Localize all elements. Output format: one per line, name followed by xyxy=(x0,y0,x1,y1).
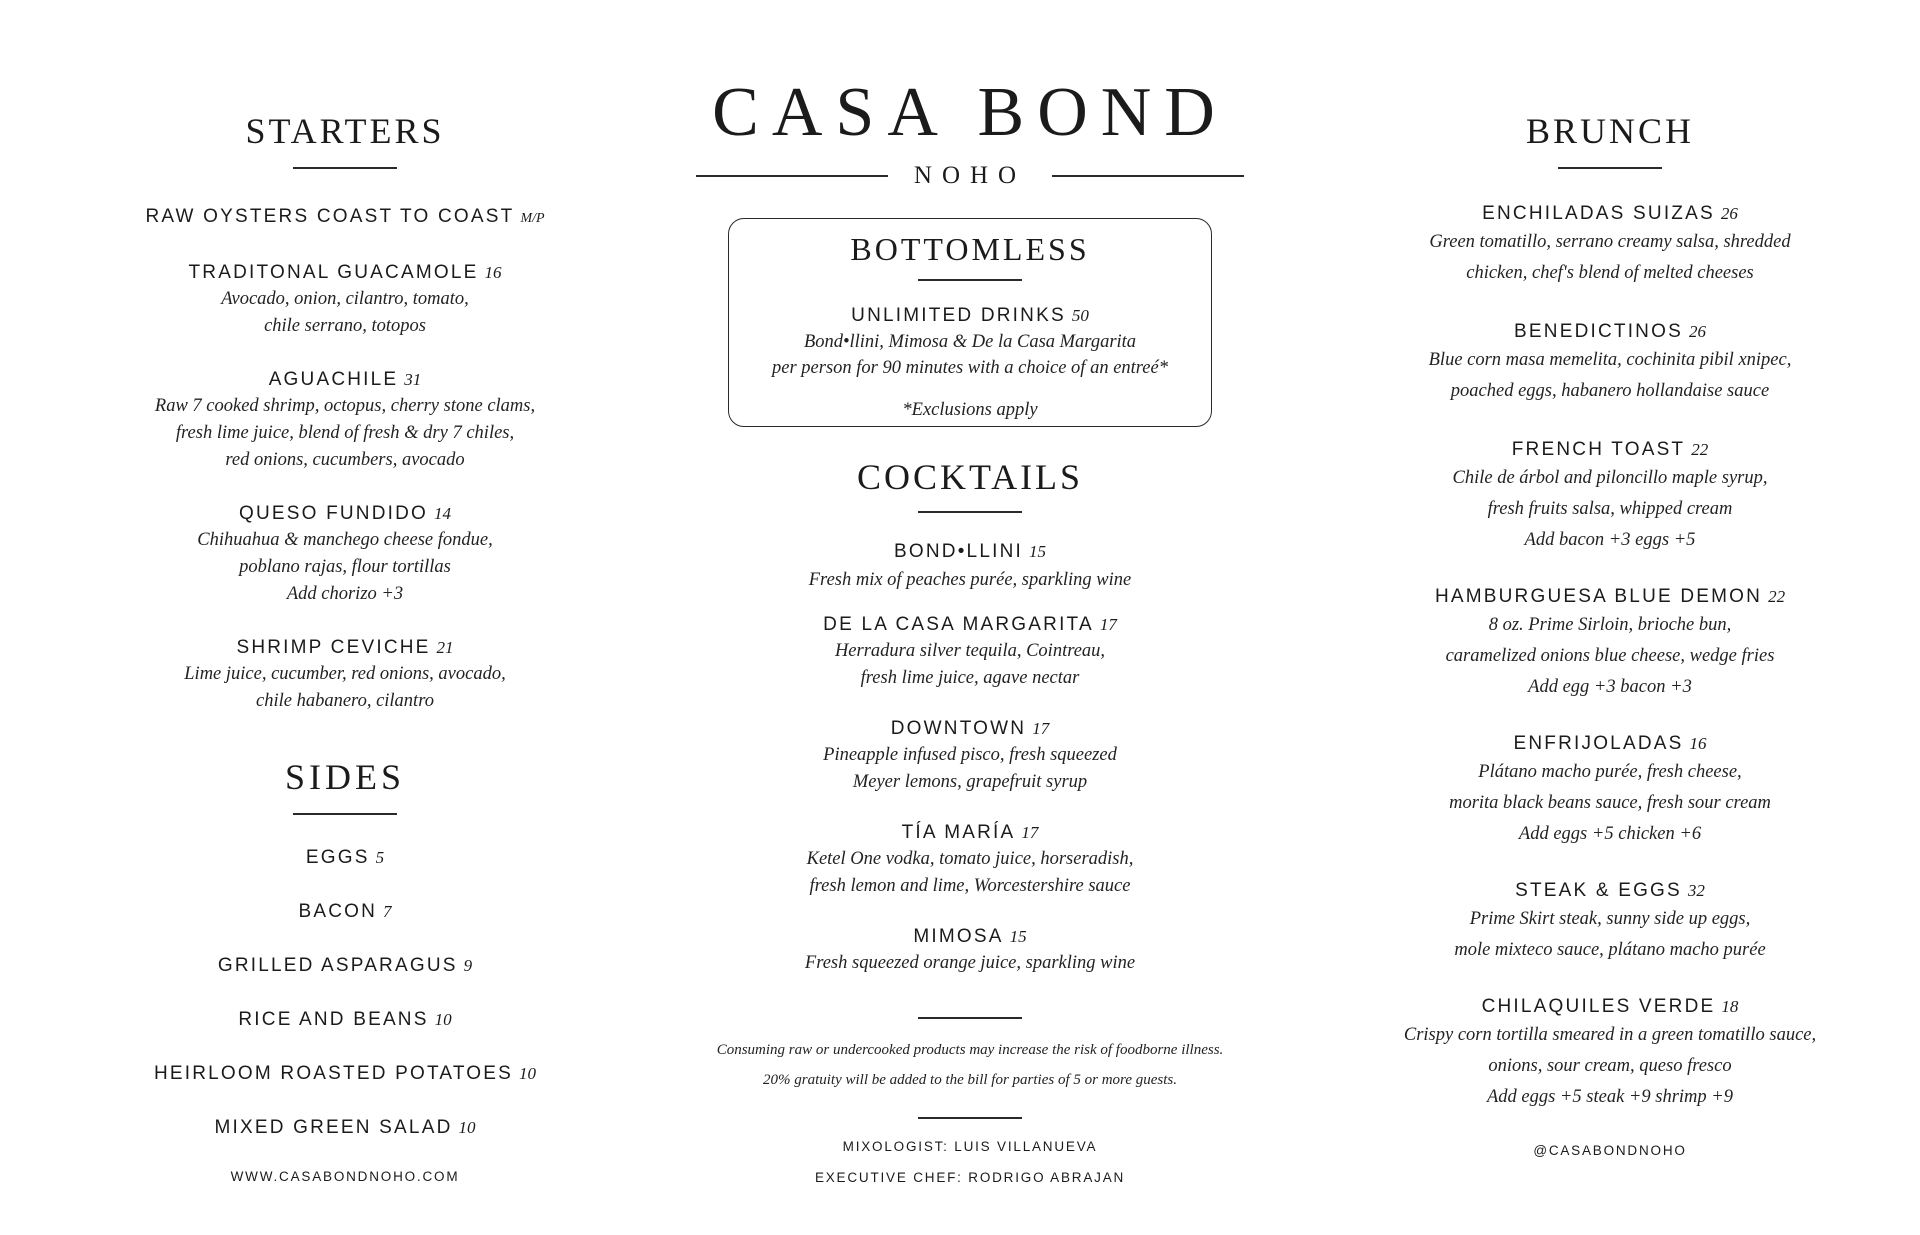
website-link[interactable]: WWW.CASABONDNOHO.COM xyxy=(230,1169,460,1184)
menu-item xyxy=(1360,994,1860,1113)
menu-item xyxy=(1360,319,1860,407)
item-name: BACON xyxy=(298,901,378,922)
item-name: MIXED GREEN SALAD xyxy=(214,1117,453,1138)
item-price: 10 xyxy=(434,1010,452,1029)
menu-item xyxy=(680,539,1260,595)
item-desc-line: Raw 7 cooked shrimp, octopus, cherry stone clams, xyxy=(154,396,536,416)
item-price: M/P xyxy=(520,211,545,226)
item-price: 15 xyxy=(1009,927,1027,946)
starters-title: STARTERS xyxy=(245,111,445,151)
item-name: ENFRIJOLADAS xyxy=(1513,733,1684,754)
item-name: ENCHILADAS SUIZAS xyxy=(1482,203,1715,224)
brand-logo: CASA BOND xyxy=(712,74,1228,151)
item-name: MIMOSA xyxy=(913,926,1004,947)
item-name: TÍA MARÍA xyxy=(901,822,1016,843)
item-price: 10 xyxy=(458,1118,476,1137)
item-desc-line: Chile de árbol and piloncillo maple syrup, xyxy=(1452,468,1768,488)
item-name: BENEDICTINOS xyxy=(1514,321,1683,342)
center-column xyxy=(680,0,1260,1185)
menu-item xyxy=(1360,731,1860,850)
item-price: 32 xyxy=(1687,881,1705,900)
item-name: FRENCH TOAST xyxy=(1511,439,1686,460)
menu-item xyxy=(680,612,1260,692)
item-name: SHRIMP CEVICHE xyxy=(236,637,431,658)
notice-divider xyxy=(918,1017,1022,1019)
item-desc-line: chile habanero, cilantro xyxy=(256,691,434,711)
right-column xyxy=(1360,0,1860,1158)
item-desc-line: fresh fruits salsa, whipped cream xyxy=(1487,499,1733,519)
item-desc-line: fresh lime juice, agave nectar xyxy=(860,668,1080,688)
side-item xyxy=(95,1115,595,1141)
item-price: 7 xyxy=(383,902,392,921)
item-price: 26 xyxy=(1688,322,1706,341)
item-desc-line: fresh lime juice, blend of fresh & dry 7 chiles, xyxy=(175,423,515,443)
cocktails-title: COCKTAILS xyxy=(856,457,1084,497)
menu-item xyxy=(95,367,595,474)
cocktails-divider xyxy=(918,511,1022,513)
item-name: RAW OYSTERS COAST TO COAST xyxy=(145,206,515,227)
item-desc-line: poblano rajas, flour tortillas xyxy=(239,557,451,577)
item-name: STEAK & EGGS xyxy=(1515,880,1682,901)
item-price: 15 xyxy=(1028,542,1046,561)
item-price: 22 xyxy=(1768,587,1786,606)
menu-item xyxy=(1360,878,1860,966)
menu-item xyxy=(95,260,595,340)
subtitle-rule-left xyxy=(696,175,888,177)
side-item xyxy=(95,899,595,925)
item-desc-line: onions, sour cream, queso fresco xyxy=(1488,1056,1732,1076)
item-price: 17 xyxy=(1099,615,1117,634)
credits-divider xyxy=(918,1117,1022,1119)
item-desc-line: Avocado, onion, cilantro, tomato, xyxy=(221,289,469,309)
menu-item xyxy=(1360,201,1860,289)
item-name: HAMBURGUESA BLUE DEMON xyxy=(1434,586,1763,607)
item-desc-line: chicken, chef's blend of melted cheeses xyxy=(1466,263,1754,283)
item-name: TRADITONAL GUACAMOLE xyxy=(188,262,479,283)
menu-item xyxy=(680,716,1260,796)
item-desc-line: Add eggs +5 steak +9 shrimp +9 xyxy=(1486,1087,1734,1107)
item-desc-line: Herradura silver tequila, Cointreau, xyxy=(834,641,1106,661)
left-column xyxy=(95,0,595,1184)
brunch-divider xyxy=(1558,167,1662,169)
item-desc-line: morita black beans sauce, fresh sour cream xyxy=(1449,793,1771,813)
item-desc-line: per person for 90 minutes with a choice of an entreé* xyxy=(772,357,1168,378)
item-desc-line: Ketel One vodka, tomato juice, horseradish, xyxy=(806,849,1134,869)
bottomless-item xyxy=(729,303,1211,329)
brand-subtitle: NOHO xyxy=(913,162,1027,189)
notice-line: Consuming raw or undercooked products may increase the risk of foodborne illness. xyxy=(716,1042,1224,1058)
notice-line: 20% gratuity will be added to the bill for parties of 5 or more guests. xyxy=(762,1072,1177,1088)
item-desc-line: Plátano macho purée, fresh cheese, xyxy=(1478,762,1742,782)
item-name: DE LA CASA MARGARITA xyxy=(823,614,1094,635)
item-desc-line: Fresh mix of peaches purée, sparkling wine xyxy=(808,570,1132,590)
menu-item xyxy=(95,501,595,608)
menu-item xyxy=(1360,584,1860,703)
item-desc-line: Pineapple infused pisco, fresh squeezed xyxy=(823,745,1117,765)
menu-item xyxy=(680,924,1260,977)
item-name: UNLIMITED DRINKS xyxy=(851,304,1066,326)
item-price: 26 xyxy=(1720,204,1738,223)
item-desc-line: chile serrano, totopos xyxy=(264,316,426,336)
item-desc-line: Fresh squeezed orange juice, sparkling wine xyxy=(804,953,1136,973)
subtitle-rule-right xyxy=(1052,175,1244,177)
sides-title: SIDES xyxy=(284,757,406,797)
menu-item xyxy=(95,635,595,715)
mixologist-credit: MIXOLOGIST: LUIS VILLANUEVA xyxy=(842,1139,1098,1154)
item-price: 16 xyxy=(484,263,502,282)
starters-divider xyxy=(293,167,397,169)
item-name: RICE AND BEANS xyxy=(238,1009,429,1030)
item-price: 9 xyxy=(463,956,473,975)
side-item xyxy=(95,953,595,979)
item-desc-line: Bond•llini, Mimosa & De la Casa Margarita xyxy=(803,331,1137,352)
item-name: AGUACHILE xyxy=(268,369,399,390)
item-price: 17 xyxy=(1021,823,1039,842)
brand-subtitle-row xyxy=(680,162,1260,190)
bottomless-title: BOTTOMLESS xyxy=(850,231,1090,267)
item-name: BOND•LLINI xyxy=(894,541,1023,562)
item-desc-line: Green tomatillo, serrano creamy salsa, shredded xyxy=(1429,232,1791,252)
item-desc-line: 8 oz. Prime Sirloin, brioche bun, xyxy=(1488,615,1732,635)
item-name: DOWNTOWN xyxy=(890,718,1027,739)
item-price: 50 xyxy=(1071,305,1089,325)
item-price: 17 xyxy=(1032,719,1050,738)
notice-block xyxy=(680,1035,1260,1095)
item-name: HEIRLOOM ROASTED POTATOES xyxy=(153,1063,514,1084)
side-item xyxy=(95,1061,595,1087)
sides-list xyxy=(95,845,595,1141)
item-price: 16 xyxy=(1689,734,1707,753)
item-price: 10 xyxy=(519,1064,537,1083)
item-desc-line: Blue corn masa memelita, cochinita pibil xnipec, xyxy=(1428,350,1792,370)
item-desc-line: Add bacon +3 eggs +5 xyxy=(1524,530,1696,550)
side-item xyxy=(95,845,595,871)
item-desc-line: fresh lemon and lime, Worcestershire sauce xyxy=(809,876,1131,896)
item-desc-line: Add eggs +5 chicken +6 xyxy=(1518,824,1702,844)
item-desc-line: mole mixteco sauce, plátano macho purée xyxy=(1454,940,1766,960)
item-desc-line: caramelized onions blue cheese, wedge fries xyxy=(1445,646,1775,666)
item-price: 14 xyxy=(434,504,452,523)
menu-item xyxy=(1360,437,1860,556)
menu-item xyxy=(680,820,1260,900)
item-desc-line: Add chorizo +3 xyxy=(286,584,404,604)
exclusions-note: *Exclusions apply xyxy=(902,399,1038,420)
item-price: 21 xyxy=(436,638,454,657)
bottomless-box xyxy=(728,218,1212,427)
item-name: GRILLED ASPARAGUS xyxy=(217,955,458,976)
item-desc-line: red onions, cucumbers, avocado xyxy=(225,450,465,470)
sides-divider xyxy=(293,813,397,815)
item-name: QUESO FUNDIDO xyxy=(238,503,429,524)
item-desc-line: Crispy corn tortilla smeared in a green tomatillo sauce, xyxy=(1403,1025,1817,1045)
item-desc-line: Lime juice, cucumber, red onions, avocado, xyxy=(184,664,506,684)
item-name: EGGS xyxy=(305,847,370,868)
item-price: 31 xyxy=(404,370,422,389)
item-desc-line: Add egg +3 bacon +3 xyxy=(1528,677,1692,697)
item-desc-line: Chihuahua & manchego cheese fondue, xyxy=(197,530,493,550)
item-price: 22 xyxy=(1691,440,1709,459)
item-desc-line: Prime Skirt steak, sunny side up eggs, xyxy=(1469,909,1751,929)
menu-item xyxy=(95,204,595,232)
brunch-title: BRUNCH xyxy=(1525,111,1695,151)
item-price: 18 xyxy=(1721,997,1739,1016)
item-price: 5 xyxy=(375,848,385,867)
bottomless-divider xyxy=(918,279,1022,281)
chef-credit: EXECUTIVE CHEF: RODRIGO ABRAJAN xyxy=(814,1170,1126,1185)
item-desc-line: Meyer lemons, grapefruit syrup xyxy=(852,772,1088,792)
social-handle[interactable]: @CASABONDNOHO xyxy=(1533,1143,1687,1158)
item-desc-line: poached eggs, habanero hollandaise sauce xyxy=(1450,381,1770,401)
item-name: CHILAQUILES VERDE xyxy=(1481,996,1716,1017)
side-item xyxy=(95,1007,595,1033)
